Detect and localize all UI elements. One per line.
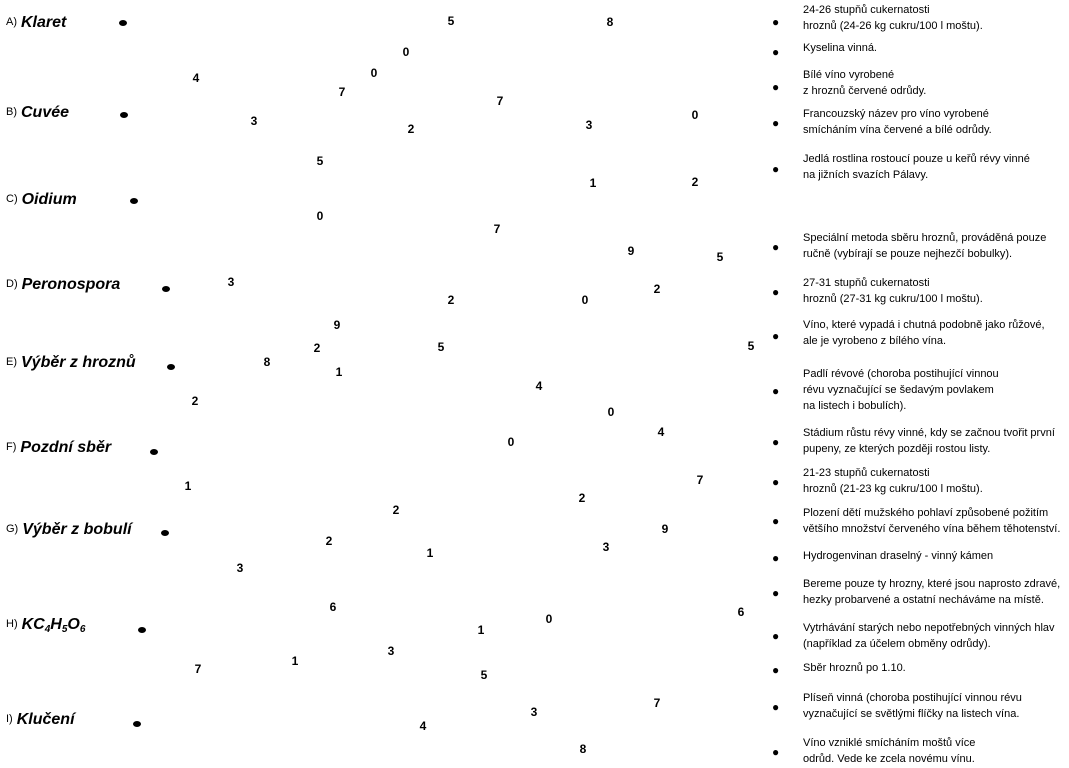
scattered-number: 1 <box>589 176 597 190</box>
scattered-number: 0 <box>607 405 615 419</box>
scattered-number: 0 <box>691 108 699 122</box>
term-e <box>6 354 136 372</box>
definition-text: Jedlá rostlina rostoucí pouze u keřů révy vinné na jižních svazích Pálavy. <box>803 153 1030 181</box>
term-letter: B) <box>6 106 17 118</box>
term-dot[interactable] <box>133 721 141 727</box>
scattered-number: 7 <box>493 222 501 236</box>
formula-part: O <box>67 616 80 633</box>
term-dot[interactable] <box>162 286 170 292</box>
term-letter: A) <box>6 16 17 28</box>
definition-text: Plíseň vinná (choroba postihující vinnou révu vyznačující se světlými flíčky na listech vína. <box>803 692 1022 720</box>
formula-part: H <box>50 616 62 633</box>
bullet-icon: ● <box>772 329 780 343</box>
scattered-number: 5 <box>437 340 445 354</box>
definition-text: Kyselina vinná. <box>803 42 877 54</box>
scattered-number: 0 <box>370 66 378 80</box>
scattered-number: 1 <box>477 623 485 637</box>
scattered-number: 1 <box>184 479 192 493</box>
bullet-icon: ● <box>772 162 780 176</box>
scattered-number: 3 <box>530 705 538 719</box>
term-letter: G) <box>6 523 19 535</box>
bullet-icon: ● <box>772 551 780 565</box>
scattered-number: 0 <box>507 435 515 449</box>
bullet-icon: ● <box>772 384 780 398</box>
scattered-number: 1 <box>335 365 343 379</box>
bullet-icon: ● <box>772 745 780 759</box>
term-f <box>6 439 111 457</box>
bullet-icon: ● <box>772 586 780 600</box>
scattered-number: 3 <box>387 644 395 658</box>
term-word: Peronospora <box>21 276 121 293</box>
scattered-number: 4 <box>419 719 427 733</box>
formula-subscript: 6 <box>79 624 86 635</box>
scattered-number: 3 <box>227 275 235 289</box>
scattered-number: 4 <box>192 71 200 85</box>
scattered-number: 0 <box>545 612 553 626</box>
term-d <box>6 276 120 294</box>
bullet-icon: ● <box>772 663 780 677</box>
bullet-icon: ● <box>772 629 780 643</box>
term-letter: H) <box>6 618 18 630</box>
definition-text: Plození dětí mužského pohlaví způsobené požitím většího množství červeného vína během těhotenství. <box>803 507 1061 535</box>
scattered-number: 3 <box>250 114 258 128</box>
scattered-number: 5 <box>447 14 455 28</box>
term-word: Klučení <box>16 711 75 728</box>
term-letter: D) <box>6 278 18 290</box>
term-g <box>6 521 132 539</box>
term-dot[interactable] <box>167 364 175 370</box>
term-i <box>6 711 75 729</box>
definition-text: Speciální metoda sběru hroznů, prováděná pouze ručně (vybírají se pouze nejhezčí bobulky). <box>803 232 1047 260</box>
bullet-icon: ● <box>772 240 780 254</box>
term-a <box>6 14 66 32</box>
scattered-number: 7 <box>194 662 202 676</box>
term-dot[interactable] <box>120 112 128 118</box>
scattered-number: 6 <box>329 600 337 614</box>
term-dot[interactable] <box>161 530 169 536</box>
scattered-number: 2 <box>191 394 199 408</box>
scattered-number: 2 <box>407 122 415 136</box>
scattered-number: 3 <box>236 561 244 575</box>
scattered-number: 3 <box>602 540 610 554</box>
definition-text: 21-23 stupňů cukernatosti hroznů (21-23 kg cukru/100 l moštu). <box>803 467 983 495</box>
scattered-number: 0 <box>402 45 410 59</box>
term-dot[interactable] <box>150 449 158 455</box>
scattered-number: 2 <box>313 341 321 355</box>
scattered-number: 9 <box>627 244 635 258</box>
term-letter: I) <box>6 713 13 725</box>
scattered-number: 7 <box>338 85 346 99</box>
formula-part: KC <box>21 616 45 633</box>
definition-text: 27-31 stupňů cukernatosti hroznů (27-31 kg cukru/100 l moštu). <box>803 277 983 305</box>
scattered-number: 5 <box>480 668 488 682</box>
bullet-icon: ● <box>772 15 780 29</box>
scattered-number: 7 <box>496 94 504 108</box>
definition-text: Vytrhávání starých nebo nepotřebných vinných hlav (například za účelem obměny odrůdy). <box>803 622 1055 650</box>
scattered-number: 9 <box>333 318 341 332</box>
bullet-icon: ● <box>772 475 780 489</box>
scattered-number: 0 <box>316 209 324 223</box>
bullet-icon: ● <box>772 514 780 528</box>
term-word: Oidium <box>21 191 77 208</box>
scattered-number: 2 <box>653 282 661 296</box>
scattered-number: 7 <box>653 696 661 710</box>
term-word: Cuvée <box>21 104 70 121</box>
bullet-icon: ● <box>772 285 780 299</box>
term-letter: F) <box>6 441 17 453</box>
term-letter: C) <box>6 193 18 205</box>
bullet-icon: ● <box>772 116 780 130</box>
term-dot[interactable] <box>130 198 138 204</box>
formula-subscript: 4 <box>44 624 51 635</box>
term-c <box>6 191 77 209</box>
definition-text: Víno, které vypadá i chutná podobně jako růžové, ale je vyrobeno z bílého vína. <box>803 319 1045 347</box>
definition-text: Hydrogenvinan draselný - vinný kámen <box>803 550 994 562</box>
scattered-number: 2 <box>447 293 455 307</box>
scattered-number: 4 <box>657 425 665 439</box>
scattered-number: 1 <box>426 546 434 560</box>
bullet-icon: ● <box>772 80 780 94</box>
term-letter: E) <box>6 356 17 368</box>
scattered-number: 5 <box>716 250 724 264</box>
scattered-number: 8 <box>606 15 614 29</box>
bullet-icon: ● <box>772 700 780 714</box>
definition-text: 24-26 stupňů cukernatosti hroznů (24-26 kg cukru/100 l moštu). <box>803 4 983 32</box>
scattered-number: 3 <box>585 118 593 132</box>
definition-text: Francouzský název pro víno vyrobené smícháním vína červené a bílé odrůdy. <box>803 108 992 136</box>
bullet-icon: ● <box>772 435 780 449</box>
scattered-number: 7 <box>696 473 704 487</box>
definition-text: Stádium růstu révy vinné, kdy se začnou tvořit první pupeny, ze kterých později rostou listy. <box>803 427 1055 455</box>
scattered-number: 0 <box>581 293 589 307</box>
term-dot[interactable] <box>119 20 127 26</box>
scattered-number: 2 <box>578 491 586 505</box>
bullet-icon: ● <box>772 45 780 59</box>
term-word: Výběr z bobulí <box>22 521 132 538</box>
scattered-number: 4 <box>535 379 543 393</box>
term-word: Výběr z hroznů <box>21 354 136 371</box>
scattered-number: 6 <box>737 605 745 619</box>
definition-text: Sběr hroznů po 1.10. <box>803 662 906 674</box>
definition-text: Víno vzniklé smícháním moštů více odrůd. Vede ke zcela novému vínu. <box>803 737 976 765</box>
scattered-number: 2 <box>325 534 333 548</box>
scattered-number: 9 <box>661 522 669 536</box>
scattered-number: 2 <box>392 503 400 517</box>
formula-subscript: 5 <box>61 624 68 635</box>
term-b <box>6 104 69 122</box>
term-word: Pozdní sběr <box>20 439 112 456</box>
term-h <box>6 616 85 635</box>
term-word <box>22 616 86 633</box>
scattered-number: 2 <box>691 175 699 189</box>
definition-text: Padlí révové (choroba postihující vinnou révu vyznačující se šedavým povlakem na listech i bobulích). <box>803 368 999 412</box>
scattered-number: 5 <box>316 154 324 168</box>
term-dot[interactable] <box>138 627 146 633</box>
term-word: Klaret <box>21 14 67 31</box>
scattered-number: 5 <box>747 339 755 353</box>
scattered-number: 1 <box>291 654 299 668</box>
scattered-number: 8 <box>579 742 587 756</box>
definition-text: Bereme pouze ty hrozny, které jsou naprosto zdravé, hezky probarvené a ostatní necháváme na místě. <box>803 578 1061 606</box>
scattered-number: 8 <box>263 355 271 369</box>
definition-text: Bílé víno vyrobené z hroznů červené odrůdy. <box>803 69 927 97</box>
